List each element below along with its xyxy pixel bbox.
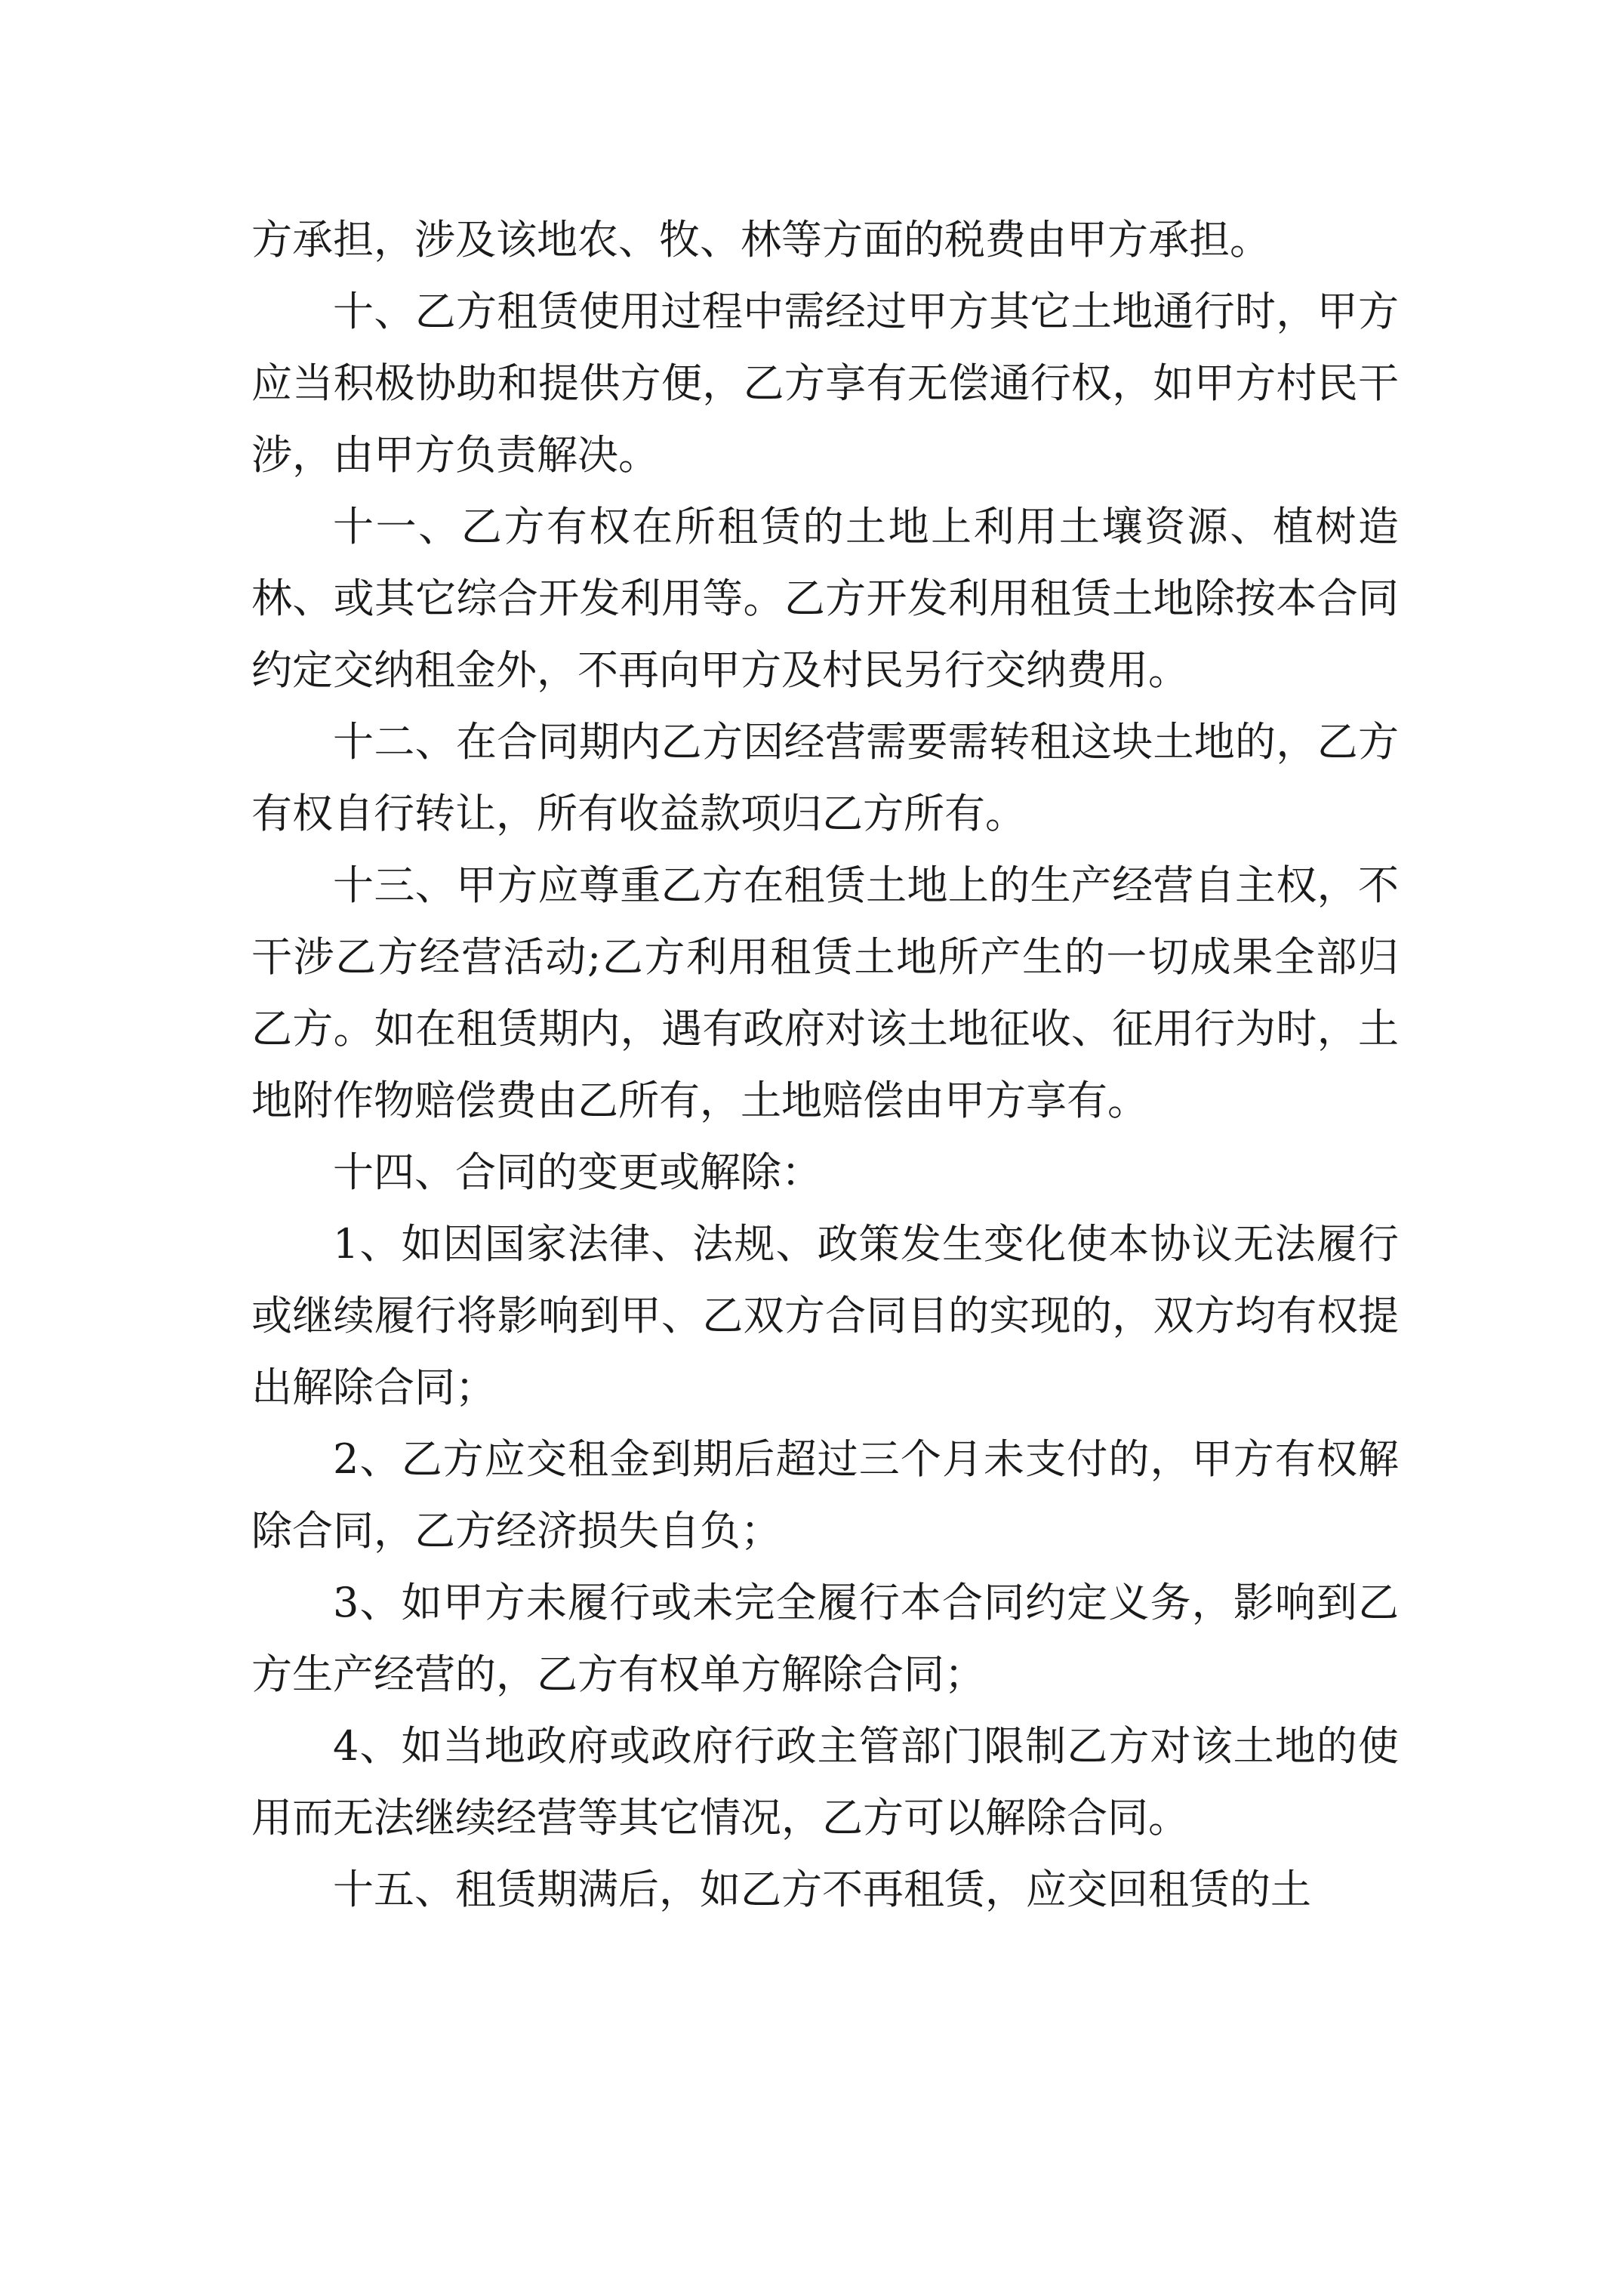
paragraph-clause-10: 十、乙方租赁使用过程中需经过甲方其它土地通行时，甲方应当积极协助和提供方便，乙方享有无偿通行权，如甲方村民干涉，由甲方负责解决。	[251, 288, 1399, 479]
contract-text-body	[251, 204, 1399, 1925]
paragraph-continuation: 方承担，涉及该地农、牧、林等方面的税费由甲方承担。	[251, 216, 1270, 264]
paragraph-clause-14-item-2: 2、乙方应交租金到期后超过三个月未支付的，甲方有权解除合同，乙方经济损失自负；	[251, 1435, 1399, 1555]
paragraph-clause-11: 十一、乙方有权在所租赁的土地上利用土壤资源、植树造林、或其它综合开发利用等。乙方开发利用租赁土地除按本合同约定交纳租金外，不再向甲方及村民另行交纳费用。	[251, 503, 1399, 694]
paragraph-clause-14-item-4: 4、如当地政府或政府行政主管部门限制乙方对该土地的使用而无法继续经营等其它情况，乙方可以解除合同。	[251, 1722, 1399, 1841]
paragraph-clause-14-heading: 十四、合同的变更或解除：	[333, 1148, 822, 1196]
paragraph-clause-13: 十三、甲方应尊重乙方在租赁土地上的生产经营自主权，不干涉乙方经营活动;乙方利用租赁土地所产生的一切成果全部归乙方。如在租赁期内，遇有政府对该土地征收、征用行为时，土地附作物赔偿费由乙所有，土地赔偿由甲方享有。	[251, 861, 1399, 1124]
paragraph-clause-14-item-3: 3、如甲方未履行或未完全履行本合同约定义务，影响到乙方生产经营的，乙方有权单方解除合同；	[251, 1579, 1399, 1698]
paragraph-clause-15: 十五、租赁期满后，如乙方不再租赁，应交回租赁的土	[333, 1866, 1311, 1913]
paragraph-clause-14-item-1: 1、如因国家法律、法规、政策发生变化使本协议无法履行或继续履行将影响到甲、乙双方合同目的实现的，双方均有权提出解除合同；	[251, 1220, 1399, 1411]
paragraph-clause-12: 十二、在合同期内乙方因经营需要需转租这块土地的，乙方有权自行转让，所有收益款项归乙方所有。	[251, 718, 1399, 837]
